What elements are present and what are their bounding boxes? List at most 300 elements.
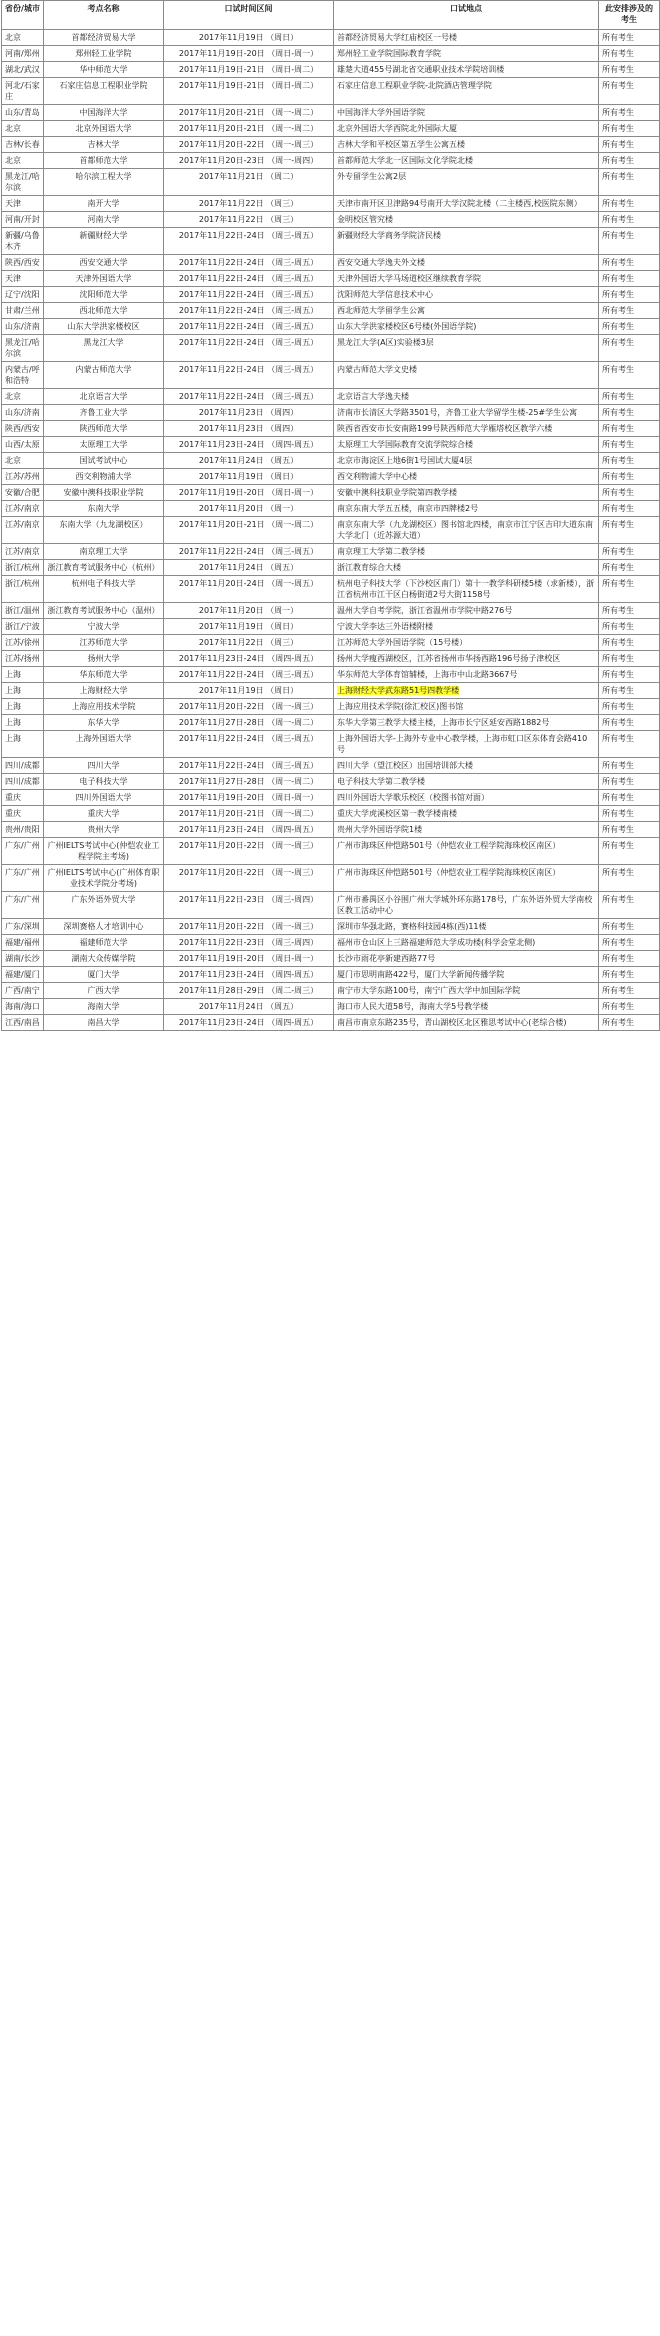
location-cell bbox=[334, 421, 599, 437]
table-row bbox=[2, 389, 660, 405]
venue-name-text: 广州IELTS考试中心(广州体育职业技术学院分考场) bbox=[47, 868, 160, 888]
venue-name-text: 吉林大学 bbox=[87, 140, 120, 149]
city-cell bbox=[2, 715, 44, 731]
time-range-text: 2017年11月22日-24日 （周三-周五） bbox=[178, 338, 319, 347]
venue-name-cell bbox=[44, 838, 164, 865]
city-cell bbox=[2, 806, 44, 822]
time-range-text: 2017年11月19日-20日 （周日-周一） bbox=[178, 49, 319, 58]
venue-name-text: 四川大学 bbox=[87, 761, 120, 770]
time-range-text: 2017年11月19日 （周日） bbox=[198, 686, 299, 695]
header-affected-candidates: 此安排涉及的考生 bbox=[599, 1, 660, 30]
location-cell bbox=[334, 699, 599, 715]
venue-name-cell bbox=[44, 78, 164, 105]
time-range-cell bbox=[164, 892, 334, 919]
table-row bbox=[2, 212, 660, 228]
location-text: 广州市番禺区小谷围广州大学城外环东路178号，广东外语外贸大学南校区教工活动中心 bbox=[337, 895, 593, 915]
candidates-cell bbox=[599, 453, 660, 469]
city-text: 甘肃/兰州 bbox=[5, 306, 40, 315]
city-text: 安徽/合肥 bbox=[5, 488, 40, 497]
time-range-cell bbox=[164, 983, 334, 999]
table-row bbox=[2, 715, 660, 731]
candidates-cell bbox=[599, 576, 660, 603]
location-cell bbox=[334, 635, 599, 651]
venue-name-text: 河南大学 bbox=[87, 215, 120, 224]
time-range-text: 2017年11月23日 （周四） bbox=[198, 424, 299, 433]
location-cell bbox=[334, 667, 599, 683]
city-text: 江苏/苏州 bbox=[5, 472, 40, 481]
candidates-text: 所有考生 bbox=[602, 338, 634, 347]
city-text: 福建/厦门 bbox=[5, 970, 40, 979]
candidates-text: 所有考生 bbox=[602, 547, 634, 556]
city-text: 广东/广州 bbox=[5, 895, 40, 904]
city-cell bbox=[2, 485, 44, 501]
time-range-cell bbox=[164, 389, 334, 405]
table-row bbox=[2, 544, 660, 560]
candidates-text: 所有考生 bbox=[602, 579, 634, 588]
location-cell bbox=[334, 983, 599, 999]
location-cell bbox=[334, 62, 599, 78]
city-text: 北京 bbox=[5, 124, 21, 133]
venue-name-text: 华东师范大学 bbox=[79, 670, 128, 679]
location-cell bbox=[334, 758, 599, 774]
candidates-cell bbox=[599, 699, 660, 715]
location-cell bbox=[334, 121, 599, 137]
table-row bbox=[2, 967, 660, 983]
venue-name-cell bbox=[44, 30, 164, 46]
city-cell bbox=[2, 919, 44, 935]
table-row bbox=[2, 951, 660, 967]
time-range-text: 2017年11月20日-21日 （周一-周二） bbox=[178, 124, 319, 133]
table-row bbox=[2, 790, 660, 806]
city-cell bbox=[2, 892, 44, 919]
time-range-cell bbox=[164, 62, 334, 78]
location-cell bbox=[334, 683, 599, 699]
time-range-cell bbox=[164, 715, 334, 731]
header-city: 省份/城市 bbox=[2, 1, 44, 30]
candidates-cell bbox=[599, 758, 660, 774]
candidates-cell bbox=[599, 421, 660, 437]
table-row bbox=[2, 137, 660, 153]
time-range-cell bbox=[164, 46, 334, 62]
city-text: 山东/济南 bbox=[5, 408, 40, 417]
venue-name-text: 齐鲁工业大学 bbox=[79, 408, 128, 417]
candidates-cell bbox=[599, 983, 660, 999]
candidates-text: 所有考生 bbox=[602, 49, 634, 58]
venue-name-cell bbox=[44, 405, 164, 421]
time-range-text: 2017年11月22日-24日 （周三-周五） bbox=[178, 670, 319, 679]
city-cell bbox=[2, 153, 44, 169]
candidates-cell bbox=[599, 196, 660, 212]
time-range-text: 2017年11月22日-24日 （周三-周五） bbox=[178, 274, 319, 283]
venue-name-text: 上海应用技术学院 bbox=[71, 702, 136, 711]
time-range-text: 2017年11月20日-22日 （周一-周三） bbox=[178, 868, 319, 877]
time-range-cell bbox=[164, 935, 334, 951]
time-range-text: 2017年11月20日-21日 （周一-周二） bbox=[178, 108, 319, 117]
location-text: 四川大学（望江校区）出国培训部大楼 bbox=[337, 761, 473, 770]
time-range-cell bbox=[164, 951, 334, 967]
city-cell bbox=[2, 699, 44, 715]
table-row bbox=[2, 421, 660, 437]
venue-name-cell bbox=[44, 196, 164, 212]
city-text: 海南/海口 bbox=[5, 1002, 40, 1011]
candidates-text: 所有考生 bbox=[602, 172, 634, 181]
city-cell bbox=[2, 228, 44, 255]
table-row bbox=[2, 30, 660, 46]
location-text: 东华大学第三教学大楼主楼，上海市长宁区延安西路1882号 bbox=[337, 718, 550, 727]
time-range-text: 2017年11月19日-21日 （周日-周二） bbox=[178, 81, 319, 90]
city-text: 山东/济南 bbox=[5, 322, 40, 331]
time-range-cell bbox=[164, 303, 334, 319]
location-text: 黑龙江大学(A区)实验楼3层 bbox=[337, 338, 434, 347]
location-cell bbox=[334, 271, 599, 287]
venue-name-cell bbox=[44, 153, 164, 169]
location-text: 内蒙古师范大学文史楼 bbox=[337, 365, 417, 374]
city-text: 四川/成都 bbox=[5, 777, 40, 786]
venue-name-cell bbox=[44, 560, 164, 576]
table-body bbox=[2, 30, 660, 1031]
venue-name-cell bbox=[44, 271, 164, 287]
city-cell bbox=[2, 865, 44, 892]
location-cell bbox=[334, 228, 599, 255]
location-cell bbox=[334, 560, 599, 576]
table-row bbox=[2, 405, 660, 421]
city-cell bbox=[2, 389, 44, 405]
time-range-cell bbox=[164, 78, 334, 105]
location-cell bbox=[334, 935, 599, 951]
location-cell bbox=[334, 196, 599, 212]
venue-name-cell bbox=[44, 469, 164, 485]
candidates-text: 所有考生 bbox=[602, 124, 634, 133]
time-range-text: 2017年11月21日 （周二） bbox=[198, 172, 299, 181]
venue-name-cell bbox=[44, 421, 164, 437]
candidates-cell bbox=[599, 362, 660, 389]
city-cell bbox=[2, 362, 44, 389]
venue-name-cell bbox=[44, 822, 164, 838]
venue-name-text: 黑龙江大学 bbox=[83, 338, 124, 347]
candidates-cell bbox=[599, 790, 660, 806]
time-range-cell bbox=[164, 137, 334, 153]
city-cell bbox=[2, 731, 44, 758]
candidates-text: 所有考生 bbox=[602, 488, 634, 497]
candidates-text: 所有考生 bbox=[602, 938, 634, 947]
time-range-text: 2017年11月23日-24日 （周四-周五） bbox=[178, 1018, 319, 1027]
venue-name-text: 电子科技大学 bbox=[79, 777, 128, 786]
time-range-cell bbox=[164, 919, 334, 935]
table-row bbox=[2, 699, 660, 715]
time-range-text: 2017年11月20日-22日 （周一-周三） bbox=[178, 922, 319, 931]
city-text: 辽宁/沈阳 bbox=[5, 290, 40, 299]
time-range-cell bbox=[164, 405, 334, 421]
city-cell bbox=[2, 1015, 44, 1031]
city-cell bbox=[2, 271, 44, 287]
location-text: 四川外国语大学歌乐校区（校图书馆对面） bbox=[337, 793, 489, 802]
candidates-text: 所有考生 bbox=[602, 258, 634, 267]
location-cell bbox=[334, 105, 599, 121]
venue-name-text: 北京语言大学 bbox=[79, 392, 128, 401]
time-range-text: 2017年11月20日-24日 （周一-周五） bbox=[178, 579, 319, 588]
venue-name-text: 中国海洋大学 bbox=[79, 108, 128, 117]
location-text: 长沙市雨花亭新建西路77号 bbox=[337, 954, 436, 963]
venue-name-text: 东华大学 bbox=[87, 718, 120, 727]
venue-name-text: 广东外语外贸大学 bbox=[71, 895, 136, 904]
venue-name-cell bbox=[44, 651, 164, 667]
venue-name-cell bbox=[44, 544, 164, 560]
time-range-text: 2017年11月20日-23日 （周一-周四） bbox=[178, 156, 319, 165]
venue-name-text: 宁波大学 bbox=[87, 622, 120, 631]
city-text: 上海 bbox=[5, 670, 21, 679]
location-cell bbox=[334, 619, 599, 635]
city-text: 广西/南宁 bbox=[5, 986, 40, 995]
candidates-cell bbox=[599, 303, 660, 319]
location-text: 安徽中澳科技职业学院第四教学楼 bbox=[337, 488, 457, 497]
candidates-cell bbox=[599, 46, 660, 62]
candidates-text: 所有考生 bbox=[602, 922, 634, 931]
location-cell bbox=[334, 30, 599, 46]
location-text: 郑州轻工业学院国际教育学院 bbox=[337, 49, 441, 58]
table-row bbox=[2, 335, 660, 362]
table-row bbox=[2, 62, 660, 78]
candidates-text: 所有考生 bbox=[602, 504, 634, 513]
venue-name-text: 太原理工大学 bbox=[79, 440, 128, 449]
city-text: 江苏/徐州 bbox=[5, 638, 40, 647]
location-text: 宁波大学李达三外语楼附楼 bbox=[337, 622, 433, 631]
table-row bbox=[2, 303, 660, 319]
table-row bbox=[2, 287, 660, 303]
city-cell bbox=[2, 790, 44, 806]
city-text: 江苏/南京 bbox=[5, 547, 40, 556]
table-row bbox=[2, 453, 660, 469]
candidates-cell bbox=[599, 30, 660, 46]
location-text: 陕西省西安市长安南路199号陕西师范大学雁塔校区教学六楼 bbox=[337, 424, 553, 433]
time-range-cell bbox=[164, 319, 334, 335]
location-text: 中国海洋大学外国语学院 bbox=[337, 108, 425, 117]
venue-name-text: 西安交通大学 bbox=[79, 258, 128, 267]
location-cell bbox=[334, 255, 599, 271]
time-range-cell bbox=[164, 576, 334, 603]
city-cell bbox=[2, 169, 44, 196]
venue-name-text: 首都经济贸易大学 bbox=[71, 33, 136, 42]
time-range-cell bbox=[164, 271, 334, 287]
venue-name-text: 重庆大学 bbox=[87, 809, 120, 818]
city-text: 新疆/乌鲁木齐 bbox=[5, 231, 40, 251]
time-range-cell bbox=[164, 196, 334, 212]
time-range-cell bbox=[164, 560, 334, 576]
venue-name-cell bbox=[44, 212, 164, 228]
city-cell bbox=[2, 560, 44, 576]
time-range-cell bbox=[164, 651, 334, 667]
candidates-text: 所有考生 bbox=[602, 392, 634, 401]
time-range-text: 2017年11月28日-29日 （周二-周三） bbox=[178, 986, 319, 995]
candidates-cell bbox=[599, 137, 660, 153]
candidates-cell bbox=[599, 892, 660, 919]
city-cell bbox=[2, 603, 44, 619]
time-range-text: 2017年11月23日-24日 （周四-周五） bbox=[178, 654, 319, 663]
time-range-cell bbox=[164, 790, 334, 806]
candidates-text: 所有考生 bbox=[602, 290, 634, 299]
exam-schedule-table bbox=[1, 0, 660, 1031]
city-cell bbox=[2, 935, 44, 951]
location-cell bbox=[334, 892, 599, 919]
city-cell bbox=[2, 137, 44, 153]
city-text: 北京 bbox=[5, 392, 21, 401]
table-row bbox=[2, 983, 660, 999]
venue-name-cell bbox=[44, 437, 164, 453]
location-cell bbox=[334, 469, 599, 485]
table-row bbox=[2, 1015, 660, 1031]
location-text: 华东师范大学体育馆辅楼，上海市中山北路3667号 bbox=[337, 670, 518, 679]
city-cell bbox=[2, 667, 44, 683]
venue-name-text: 华中师范大学 bbox=[79, 65, 128, 74]
city-text: 陕西/西安 bbox=[5, 258, 40, 267]
city-cell bbox=[2, 619, 44, 635]
candidates-text: 所有考生 bbox=[602, 215, 634, 224]
candidates-cell bbox=[599, 121, 660, 137]
venue-name-cell bbox=[44, 169, 164, 196]
time-range-text: 2017年11月22日-24日 （周三-周五） bbox=[178, 761, 319, 770]
city-text: 上海 bbox=[5, 686, 21, 695]
candidates-cell bbox=[599, 319, 660, 335]
venue-name-cell bbox=[44, 335, 164, 362]
time-range-text: 2017年11月20日 （周一） bbox=[198, 606, 299, 615]
table-row bbox=[2, 362, 660, 389]
city-text: 江西/南昌 bbox=[5, 1018, 40, 1027]
candidates-cell bbox=[599, 485, 660, 501]
time-range-cell bbox=[164, 287, 334, 303]
venue-name-cell bbox=[44, 774, 164, 790]
location-text: 杭州电子科技大学（下沙校区南门）第十一教学科研楼5楼（求新楼），浙江省杭州市江干区白杨街道2号大街1158号 bbox=[337, 579, 595, 599]
candidates-text: 所有考生 bbox=[602, 563, 634, 572]
location-cell bbox=[334, 517, 599, 544]
city-cell bbox=[2, 951, 44, 967]
location-cell bbox=[334, 319, 599, 335]
city-cell bbox=[2, 212, 44, 228]
time-range-text: 2017年11月19日-20日 （周日-周一） bbox=[178, 954, 319, 963]
table-row bbox=[2, 469, 660, 485]
location-text: 温州大学自考学院，浙江省温州市学院中路276号 bbox=[337, 606, 513, 615]
city-cell bbox=[2, 78, 44, 105]
location-cell bbox=[334, 919, 599, 935]
location-cell bbox=[334, 501, 599, 517]
city-text: 江苏/扬州 bbox=[5, 654, 40, 663]
location-text: 金明校区管究楼 bbox=[337, 215, 393, 224]
location-cell bbox=[334, 715, 599, 731]
venue-name-cell bbox=[44, 228, 164, 255]
venue-name-cell bbox=[44, 919, 164, 935]
candidates-text: 所有考生 bbox=[602, 231, 634, 240]
candidates-text: 所有考生 bbox=[602, 440, 634, 449]
venue-name-text: 广西大学 bbox=[87, 986, 120, 995]
candidates-text: 所有考生 bbox=[602, 761, 634, 770]
table-row bbox=[2, 758, 660, 774]
location-cell bbox=[334, 967, 599, 983]
venue-name-cell bbox=[44, 485, 164, 501]
city-text: 内蒙古/呼和浩特 bbox=[5, 365, 40, 385]
city-cell bbox=[2, 683, 44, 699]
time-range-text: 2017年11月20日-22日 （周一-周三） bbox=[178, 702, 319, 711]
table-row bbox=[2, 255, 660, 271]
venue-name-text: 扬州大学 bbox=[87, 654, 120, 663]
location-text: 山东大学洪家楼校区6号楼(外国语学院) bbox=[337, 322, 477, 331]
time-range-cell bbox=[164, 865, 334, 892]
venue-name-cell bbox=[44, 137, 164, 153]
location-cell bbox=[334, 303, 599, 319]
candidates-text: 所有考生 bbox=[602, 638, 634, 647]
city-text: 黑龙江/哈尔滨 bbox=[5, 338, 40, 358]
time-range-text: 2017年11月22日-24日 （周三-周五） bbox=[178, 547, 319, 556]
time-range-cell bbox=[164, 667, 334, 683]
time-range-cell bbox=[164, 228, 334, 255]
candidates-text: 所有考生 bbox=[602, 868, 634, 877]
candidates-cell bbox=[599, 501, 660, 517]
venue-name-text: 西北师范大学 bbox=[79, 306, 128, 315]
venue-name-cell bbox=[44, 46, 164, 62]
venue-name-text: 四川外国语大学 bbox=[75, 793, 132, 802]
candidates-cell bbox=[599, 1015, 660, 1031]
venue-name-text: 浙江教育考试服务中心（杭州） bbox=[47, 563, 160, 572]
candidates-text: 所有考生 bbox=[602, 306, 634, 315]
time-range-text: 2017年11月20日-21日 （周一-周二） bbox=[178, 520, 319, 529]
city-cell bbox=[2, 335, 44, 362]
candidates-text: 所有考生 bbox=[602, 108, 634, 117]
time-range-text: 2017年11月24日 （周五） bbox=[198, 563, 299, 572]
time-range-text: 2017年11月23日-24日 （周四-周五） bbox=[178, 970, 319, 979]
city-cell bbox=[2, 287, 44, 303]
candidates-text: 所有考生 bbox=[602, 199, 634, 208]
candidates-cell bbox=[599, 806, 660, 822]
venue-name-text: 厦门大学 bbox=[87, 970, 120, 979]
city-text: 湖南/长沙 bbox=[5, 954, 40, 963]
city-cell bbox=[2, 421, 44, 437]
table-row bbox=[2, 78, 660, 105]
table-row bbox=[2, 517, 660, 544]
time-range-text: 2017年11月22日 （周三） bbox=[198, 638, 299, 647]
time-range-text: 2017年11月20日 （周一） bbox=[198, 504, 299, 513]
city-cell bbox=[2, 999, 44, 1015]
candidates-cell bbox=[599, 560, 660, 576]
city-text: 山西/太原 bbox=[5, 440, 40, 449]
candidates-cell bbox=[599, 999, 660, 1015]
city-cell bbox=[2, 319, 44, 335]
city-text: 上海 bbox=[5, 702, 21, 711]
venue-name-text: 东南大学 bbox=[87, 504, 120, 513]
city-text: 重庆 bbox=[5, 793, 21, 802]
city-cell bbox=[2, 517, 44, 544]
candidates-text: 所有考生 bbox=[602, 606, 634, 615]
time-range-text: 2017年11月22日-23日 （周三-周四） bbox=[178, 895, 319, 904]
time-range-text: 2017年11月22日-24日 （周三-周五） bbox=[178, 290, 319, 299]
table-row bbox=[2, 935, 660, 951]
time-range-text: 2017年11月22日-24日 （周三-周五） bbox=[178, 258, 319, 267]
time-range-cell bbox=[164, 619, 334, 635]
city-cell bbox=[2, 576, 44, 603]
time-range-cell bbox=[164, 517, 334, 544]
table-row bbox=[2, 46, 660, 62]
candidates-text: 所有考生 bbox=[602, 322, 634, 331]
time-range-text: 2017年11月19日 （周日） bbox=[198, 472, 299, 481]
candidates-cell bbox=[599, 389, 660, 405]
table-row bbox=[2, 651, 660, 667]
location-cell bbox=[334, 774, 599, 790]
candidates-text: 所有考生 bbox=[602, 825, 634, 834]
location-text: 太原理工大学国际教育交流学院综合楼 bbox=[337, 440, 473, 449]
city-text: 河南/郑州 bbox=[5, 49, 40, 58]
venue-name-cell bbox=[44, 121, 164, 137]
city-cell bbox=[2, 635, 44, 651]
city-cell bbox=[2, 62, 44, 78]
header-venue-name: 考点名称 bbox=[44, 1, 164, 30]
candidates-text: 所有考生 bbox=[602, 140, 634, 149]
time-range-cell bbox=[164, 806, 334, 822]
